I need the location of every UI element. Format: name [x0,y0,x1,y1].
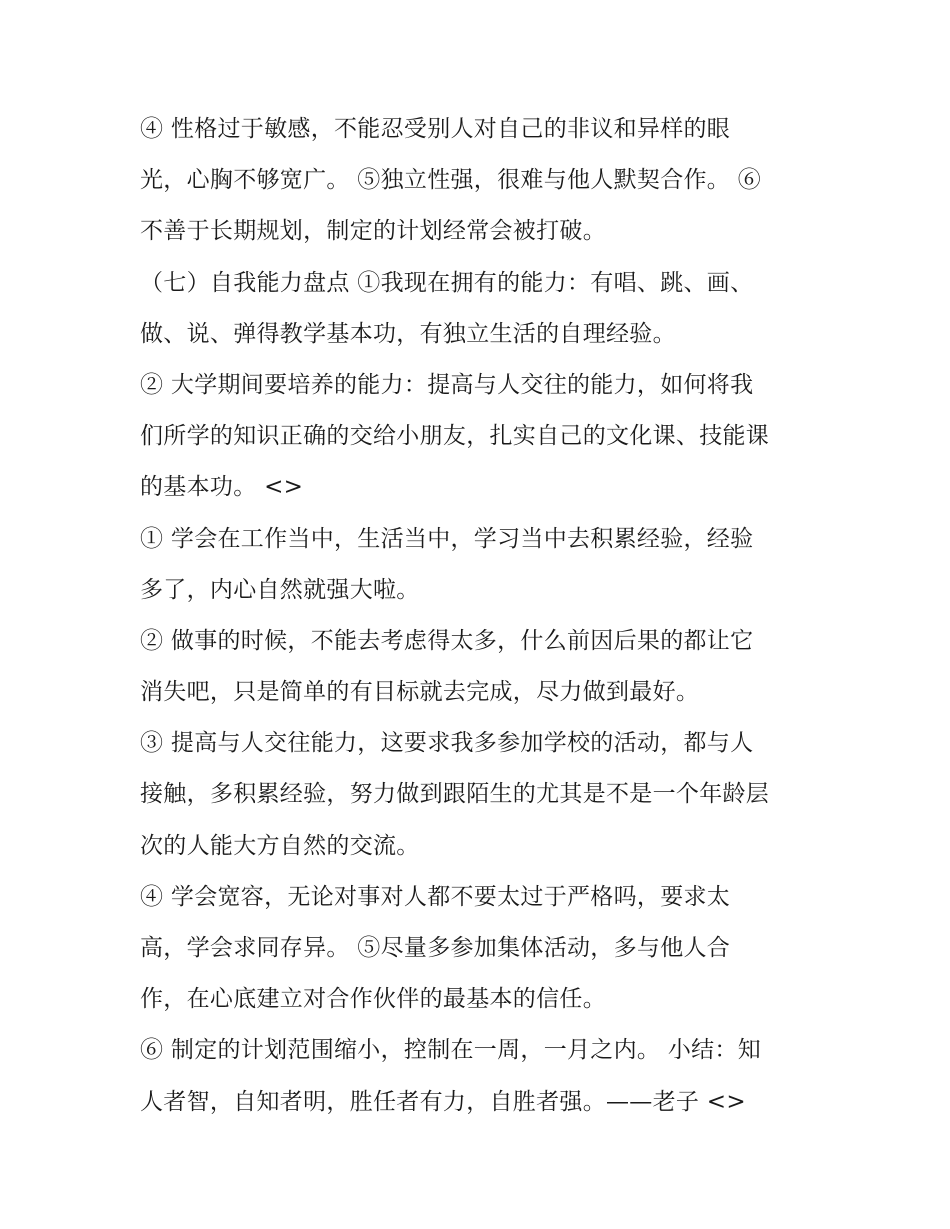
text-line: 的基本功。 <> [140,474,304,501]
text-line: 作，在心底建立对合作伙伴的最基本的信任。 [140,986,606,1013]
text-line: 光，心胸不够宽广。 ⑤独立性强，很难与他人默契合作。 ⑥ [140,167,762,194]
text-line: 不善于长期规划，制定的计划经常会被打破。 [140,218,606,245]
text-line: 人者智，自知者明，胜任者有力，自胜者强。——老子 <> [140,1088,746,1115]
text-line: ② 大学期间要培养的能力：提高与人交往的能力，如何将我 [140,371,754,398]
text-line: ⑥ 制定的计划范围缩小，控制在一周，一月之内。 小结：知 [140,1037,762,1064]
text-line: ③ 提高与人交往能力，这要求我多参加学校的活动，都与人 [140,730,754,757]
text-line: ① 学会在工作当中，生活当中，学习当中去积累经验，经验 [140,525,754,552]
text-line: （七）自我能力盘点 ①我现在拥有的能力：有唱、跳、画、 [140,269,754,296]
text-line: 们所学的知识正确的交给小朋友，扎实自己的文化课、技能课 [140,423,770,450]
text-line: ④ 学会宽容，无论对事对人都不要太过于严格吗，要求太 [140,883,731,910]
text-line: 接触，多积累经验，努力做到跟陌生的尤其是不是一个年龄层 [140,781,770,808]
text-line: 消失吧，只是简单的有目标就去完成，尽力做到最好。 [140,679,700,706]
text-line: ④ 性格过于敏感，不能忍受别人对自己的非议和异样的眼 [140,116,731,142]
text-line: 做、说、弹得教学基本功，有独立生活的自理经验。 [140,320,676,347]
text-line: 多了，内心自然就强大啦。 [140,576,420,603]
body-text [140,104,830,1128]
text-line: 次的人能大方自然的交流。 [140,832,420,859]
text-line: ② 做事的时候，不能去考虑得太多，什么前因后果的都让它 [140,627,754,654]
text-line: 高，学会求同存异。 ⑤尽量多参加集体活动，多与他人合 [140,935,731,961]
